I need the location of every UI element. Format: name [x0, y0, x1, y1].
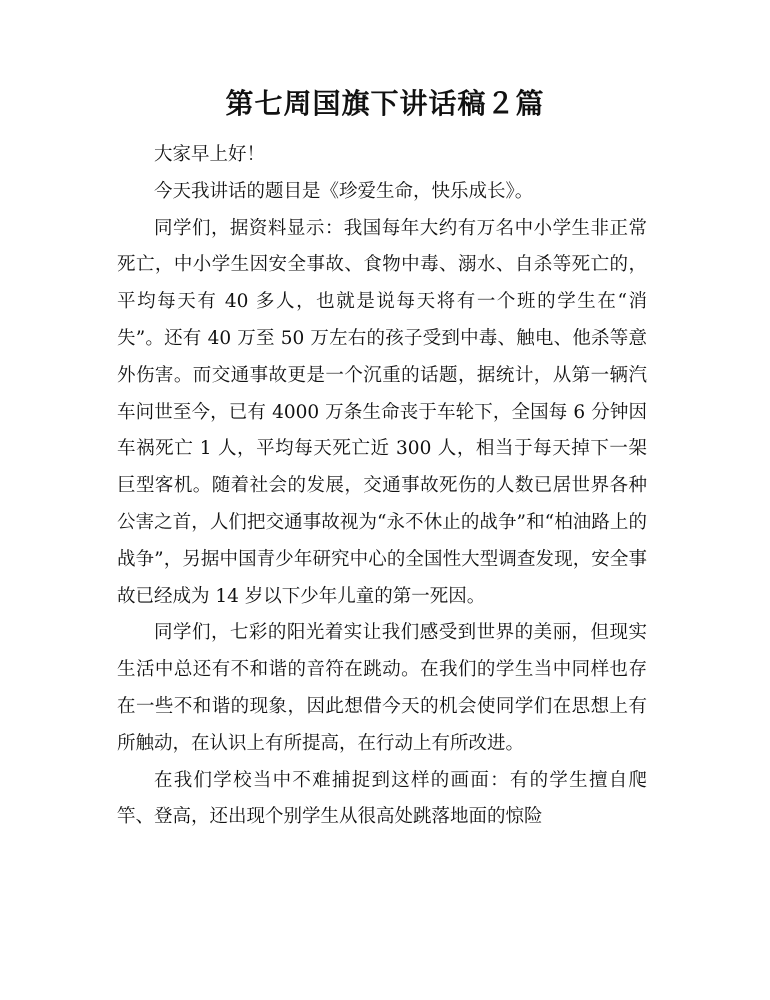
document-body — [117, 137, 647, 836]
paragraph-topic: 今天我讲话的题目是《珍爱生命，快乐成长》。 — [154, 180, 534, 202]
paragraph-school-scenes: 在我们学校当中不难捕捉到这样的画面：有的学生擅自爬竿、登高，还出现个别学生从很高处跳落地面的惊险 — [117, 769, 647, 828]
paragraph-greeting: 大家早上好！ — [154, 144, 266, 165]
paragraph-statistics: 同学们，据资料显示：我国每年大约有万名中小学生非正常死亡，中小学生因安全事故、食物中毒、溺水、自杀等死亡的，平均每天有 40 多人，也就是说每天将有一个班的学生在“消失”。还有 40 万至 50 万左右的孩子受到中毒、触电、他杀等意外伤害。而交通事故更是一个沉重的话题，据统计，从第一辆汽车问世至今，已有 4000 万条生命丧于车轮下，全国每 6 分钟因车祸死亡 1 人，平均每天死亡近 300 人，相当于每天掉下一架巨型客机。随着社会的发展，交通事故死伤的人数已居世界各种公害之首，人们把交通事故视为“永不休止的战争”和“柏油路上的战争”，另据中国青少年研究中心的全国性大型调查发现，安全事故已经成为 14 岁以下少年儿童的第一死因。 — [117, 217, 647, 607]
document-title: 第七周国旗下讲话稿２篇 — [225, 87, 545, 120]
paragraph-harmony: 同学们，七彩的阳光着实让我们感受到世界的美丽，但现实生活中总还有不和谐的音符在跳动。在我们的学生当中同样也存在一些不和谐的现象，因此想借今天的机会使同学们在思想上有所触动，在认识上有所提高，在行动上有所改进。 — [117, 622, 647, 754]
